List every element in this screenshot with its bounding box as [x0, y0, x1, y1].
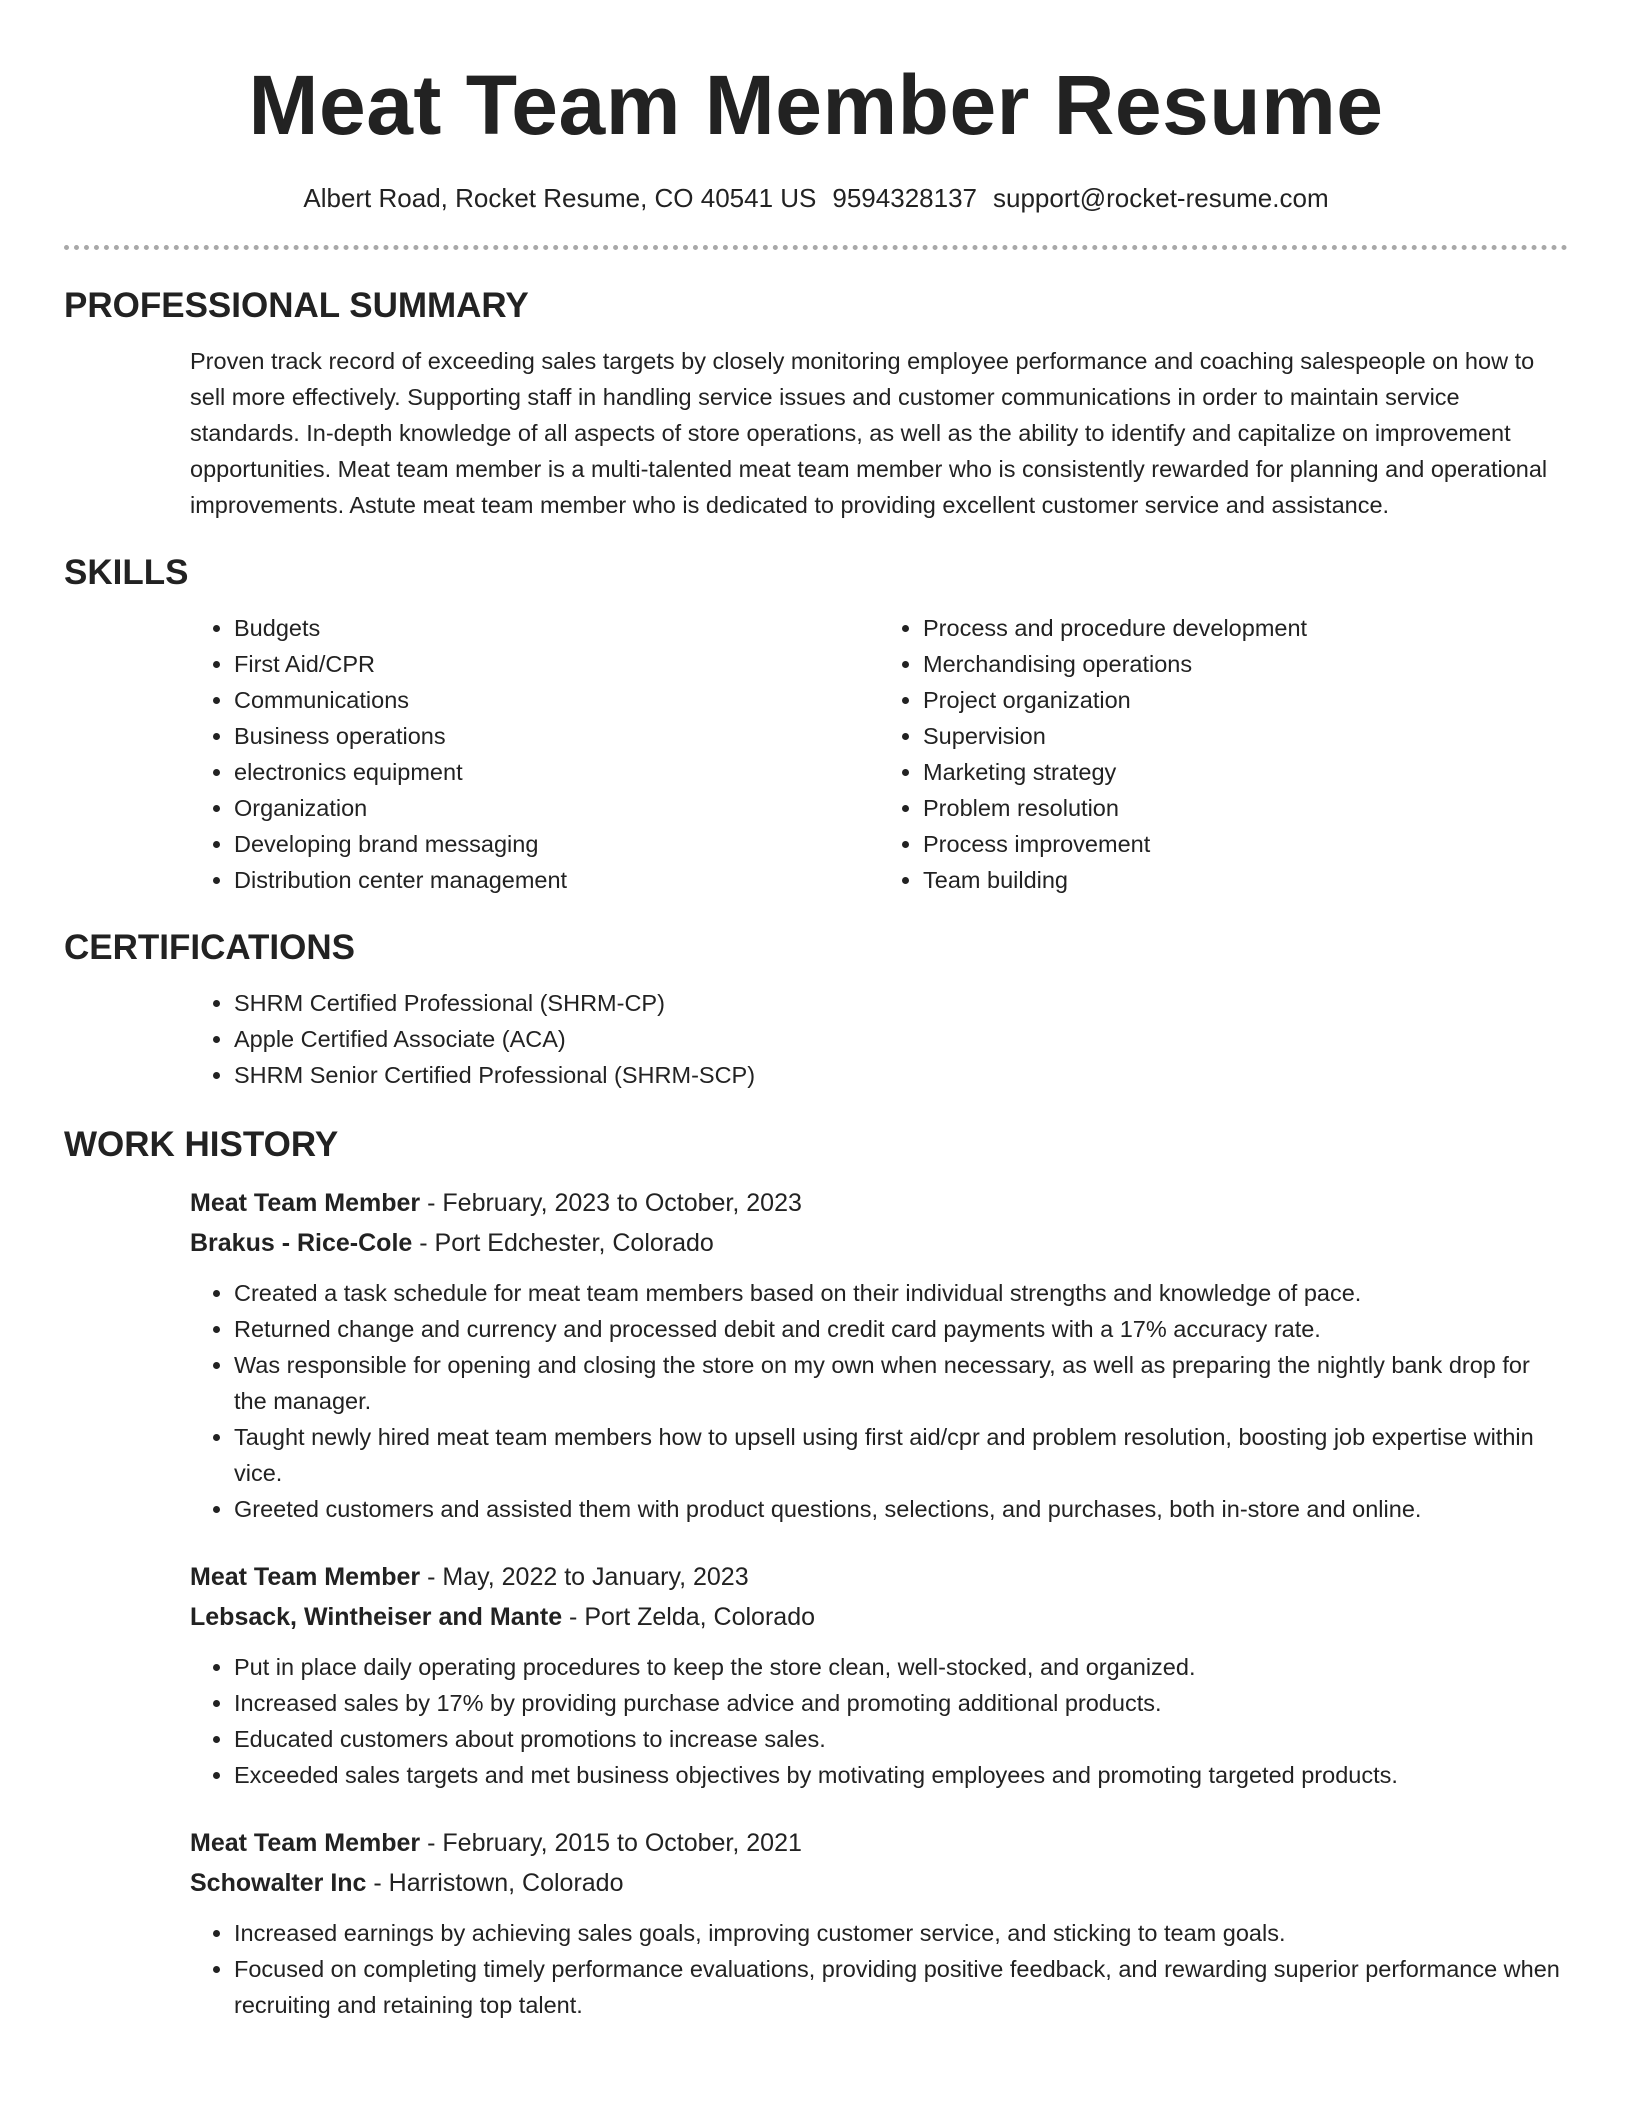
- contact-phone: 9594328137: [832, 183, 977, 213]
- job-duty-item: • Put in place daily operating procedures to keep the store clean, well-stocked, and organized.: [234, 1649, 1568, 1685]
- skill-item: • Problem resolution: [923, 790, 1568, 826]
- certification-item: • SHRM Certified Professional (SHRM-CP): [234, 985, 1568, 1021]
- skill-item: • Developing brand messaging: [234, 826, 879, 862]
- skill-item: • electronics equipment: [234, 754, 879, 790]
- job-duty-item: • Educated customers about promotions to increase sales.: [234, 1721, 1568, 1757]
- skill-item: • Business operations: [234, 718, 879, 754]
- job-company: Lebsack, Wintheiser and Mante: [190, 1603, 563, 1631]
- job-dates: - May, 2022 to January, 2023: [420, 1563, 749, 1591]
- job-company-line: [190, 1863, 1568, 1903]
- certifications-heading: CERTIFICATIONS: [64, 928, 356, 967]
- job-duty-item: • Taught newly hired meat team members how to upsell using first aid/cpr and problem resolution, boosting job expertise within vice.: [234, 1419, 1568, 1491]
- skill-item: • Organization: [234, 790, 879, 826]
- job-location: - Port Zelda, Colorado: [562, 1603, 816, 1631]
- contact-address: Albert Road, Rocket Resume, CO 40541 US: [303, 183, 817, 213]
- resume-title: Meat Team Member Resume: [248, 58, 1384, 152]
- skill-item: • Process improvement: [923, 826, 1568, 862]
- job-company: Schowalter Inc: [190, 1869, 367, 1897]
- skill-item: • Project organization: [923, 682, 1568, 718]
- skills-section: [64, 551, 1568, 898]
- resume-page: [64, 0, 1568, 2023]
- certifications-section: [64, 926, 1568, 1093]
- certification-item: • SHRM Senior Certified Professional (SHRM-SCP): [234, 1057, 1568, 1093]
- job-location: - Harristown, Colorado: [366, 1869, 624, 1897]
- job-dates: - February, 2023 to October, 2023: [420, 1189, 802, 1217]
- contact-email: support@rocket-resume.com: [993, 183, 1329, 213]
- job-entry: [190, 1183, 1568, 1527]
- skill-item: • Team building: [923, 862, 1568, 898]
- skill-item: • Distribution center management: [234, 862, 879, 898]
- skills-heading: SKILLS: [64, 553, 189, 592]
- header-divider: [64, 245, 1568, 250]
- job-duty-item: • Created a task schedule for meat team members based on their individual strengths and knowledge of pace.: [234, 1275, 1568, 1311]
- skill-item: • First Aid/CPR: [234, 646, 879, 682]
- skill-item: • Budgets: [234, 610, 879, 646]
- job-entry: [190, 1557, 1568, 1793]
- contact-line: [64, 181, 1568, 215]
- skill-item: • Merchandising operations: [923, 646, 1568, 682]
- job-duties-list: [190, 1915, 1568, 2023]
- job-duty-item: • Increased sales by 17% by providing purchase advice and promoting additional products.: [234, 1685, 1568, 1721]
- job-duty-item: • Increased earnings by achieving sales goals, improving customer service, and sticking to team goals.: [234, 1915, 1568, 1951]
- work-history-section: [64, 1123, 1568, 2023]
- certification-item: • Apple Certified Associate (ACA): [234, 1021, 1568, 1057]
- skills-list-left: [190, 610, 879, 898]
- summary-text: Proven track record of exceeding sales targets by closely monitoring employee performance and coaching salespeople on how to sell more effectively. Supporting staff in handling service issues and customer communications in order to maintain service standards. In-depth knowledge of all aspects of store operations, as well as the ability to identify and capitalize on improvement opportunities. Meat team member is a multi-talented meat team member who is consistently rewarded for planning and operational improvements. Astute meat team member who is dedicated to providing excellent customer service and assistance.: [190, 348, 1548, 518]
- job-location: - Port Edchester, Colorado: [412, 1229, 714, 1257]
- job-company: Brakus - Rice-Cole: [190, 1229, 413, 1257]
- summary-heading: PROFESSIONAL SUMMARY: [64, 286, 529, 325]
- job-duty-item: • Was responsible for opening and closing the store on my own when necessary, as well as preparing the nightly bank drop for the manager.: [234, 1347, 1568, 1419]
- job-title-line: [190, 1823, 1568, 1863]
- job-duties-list: [190, 1275, 1568, 1527]
- skill-item: • Supervision: [923, 718, 1568, 754]
- skills-grid: [190, 610, 1568, 898]
- job-duty-item: • Greeted customers and assisted them with product questions, selections, and purchases, both in-store and online.: [234, 1491, 1568, 1527]
- job-title-line: [190, 1183, 1568, 1223]
- job-duties-list: [190, 1649, 1568, 1793]
- job-duty-item: • Focused on completing timely performance evaluations, providing positive feedback, and rewarding superior performance when recruiting and retaining top talent.: [234, 1951, 1568, 2023]
- job-company-line: [190, 1223, 1568, 1263]
- summary-section: [64, 284, 1568, 523]
- skills-list-right: [879, 610, 1568, 898]
- job-title-line: [190, 1557, 1568, 1597]
- job-title: Meat Team Member: [190, 1563, 421, 1591]
- job-entry: [190, 1823, 1568, 2023]
- job-title: Meat Team Member: [190, 1829, 421, 1857]
- job-duty-item: • Exceeded sales targets and met business objectives by motivating employees and promoting targeted products.: [234, 1757, 1568, 1793]
- skill-item: • Marketing strategy: [923, 754, 1568, 790]
- work-history-heading: WORK HISTORY: [64, 1125, 339, 1164]
- skill-item: • Communications: [234, 682, 879, 718]
- certifications-list: [190, 985, 1568, 1093]
- skill-item: • Process and procedure development: [923, 610, 1568, 646]
- job-title: Meat Team Member: [190, 1189, 421, 1217]
- job-duty-item: • Returned change and currency and processed debit and credit card payments with a 17% accuracy rate.: [234, 1311, 1568, 1347]
- job-company-line: [190, 1597, 1568, 1637]
- job-dates: - February, 2015 to October, 2021: [420, 1829, 802, 1857]
